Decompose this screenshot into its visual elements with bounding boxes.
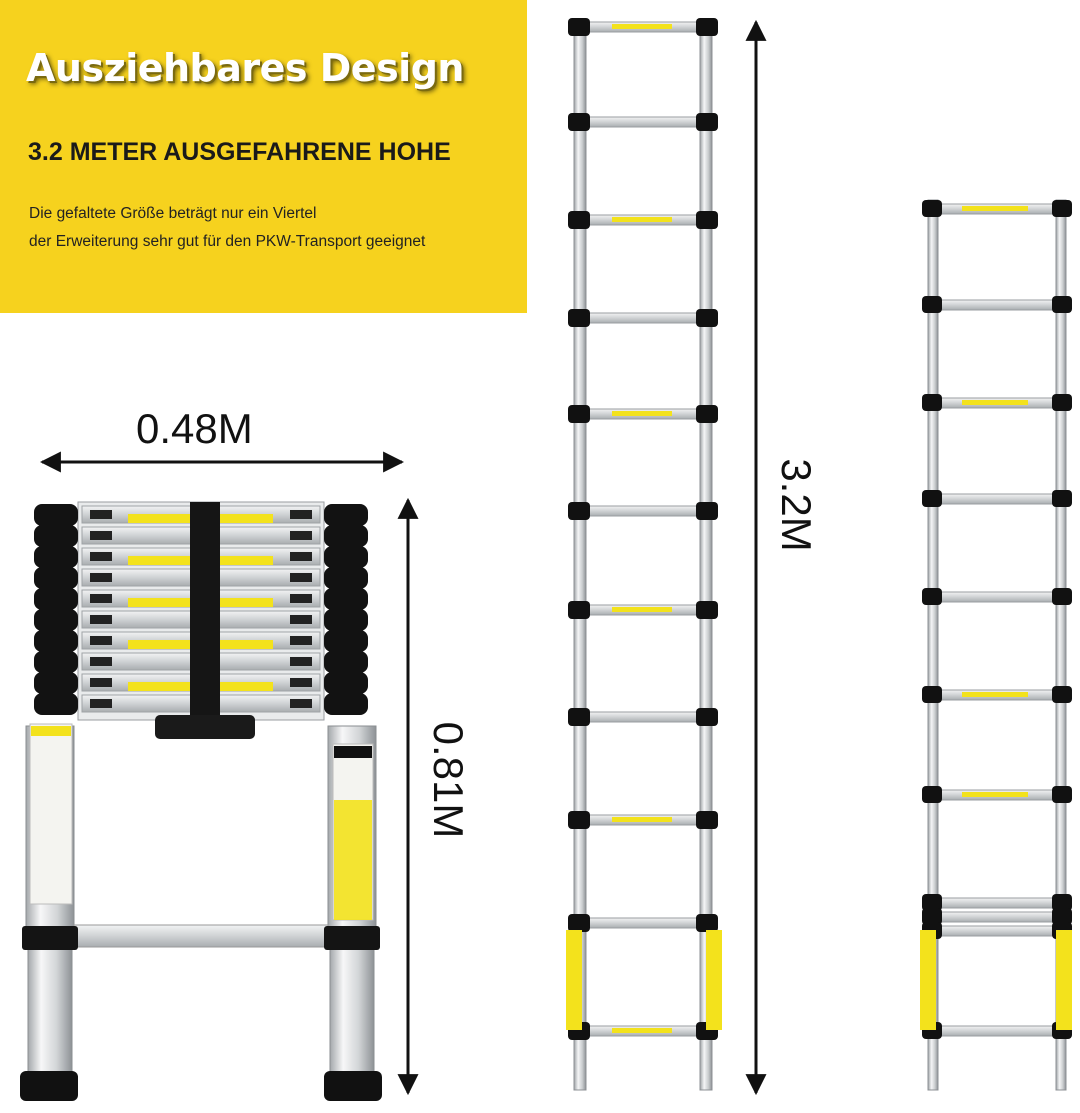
- rung-label: [962, 206, 1028, 211]
- half-rung: [936, 300, 1058, 310]
- extended-ladder: [566, 18, 722, 1090]
- extended-height-label: 3.2M: [773, 458, 820, 552]
- rung-clamp: [922, 296, 942, 313]
- rail-cap: [34, 588, 78, 610]
- rail-cap: [34, 630, 78, 652]
- rung-clamp: [922, 490, 942, 507]
- subheadline: 3.2 METER AUSGEFAHRENE HOHE: [28, 138, 451, 166]
- description-line-2: der Erweiterung sehr gut für den PKW-Transport geeignet: [29, 233, 426, 250]
- extended-rung: [584, 506, 702, 516]
- rung-slot: [90, 657, 112, 666]
- rung-clamp: [922, 200, 942, 217]
- half-rung: [936, 494, 1058, 504]
- rung-slot: [90, 678, 112, 687]
- rung-clamp: [696, 502, 718, 520]
- rung-slot: [290, 552, 312, 561]
- rung-clamp: [696, 405, 718, 423]
- headline: Ausziehbares Design: [26, 46, 464, 90]
- rail-cap: [324, 567, 368, 589]
- rail-cap: [34, 672, 78, 694]
- rung-slot: [90, 573, 112, 582]
- rail-cap: [34, 546, 78, 568]
- rail-cap: [324, 546, 368, 568]
- rung-label: [612, 607, 672, 612]
- rung-clamp: [696, 708, 718, 726]
- rung-clamp: [1052, 490, 1072, 507]
- rung-clamp: [568, 211, 590, 229]
- rung-clamp: [1052, 296, 1072, 313]
- rung-slot: [290, 531, 312, 540]
- rail-cap: [324, 693, 368, 715]
- half-rung: [936, 1026, 1058, 1036]
- rail-cap: [34, 525, 78, 547]
- rung-clamp: [568, 601, 590, 619]
- rung-slot: [290, 615, 312, 624]
- rung-clamp: [568, 502, 590, 520]
- rung-slot: [290, 678, 312, 687]
- rung-slot: [290, 657, 312, 666]
- folded-width-label: 0.48M: [136, 405, 253, 452]
- rail-cap: [324, 630, 368, 652]
- rung-clamp: [1052, 786, 1072, 803]
- rung-clamp: [922, 786, 942, 803]
- rail-cap: [324, 504, 368, 526]
- rung-slot: [90, 552, 112, 561]
- rung-clamp: [696, 601, 718, 619]
- rung-clamp: [696, 309, 718, 327]
- rung-clamp: [922, 686, 942, 703]
- rung-slot: [90, 531, 112, 540]
- rung-label: [612, 411, 672, 416]
- rung-clamp: [568, 708, 590, 726]
- rung-clamp: [1052, 394, 1072, 411]
- rung-clamp: [568, 811, 590, 829]
- rail-cap: [324, 525, 368, 547]
- rung-label: [962, 792, 1028, 797]
- rail-cap: [34, 567, 78, 589]
- rung-label: [612, 217, 672, 222]
- rung-clamp: [696, 914, 718, 932]
- rung-clamp: [568, 309, 590, 327]
- rung-label: [612, 817, 672, 822]
- rung-slot: [90, 636, 112, 645]
- rail-cap: [324, 588, 368, 610]
- extended-rung: [584, 918, 702, 928]
- rail-cap: [34, 609, 78, 631]
- rail-cap: [34, 693, 78, 715]
- rung-clamp: [696, 18, 718, 36]
- rail-cap: [324, 672, 368, 694]
- rung-clamp: [696, 113, 718, 131]
- half-rung: [936, 926, 1058, 936]
- rung-label: [612, 1028, 672, 1033]
- rung-clamp: [1052, 200, 1072, 217]
- rung-clamp: [568, 18, 590, 36]
- rail-cap: [324, 651, 368, 673]
- rung-slot: [290, 699, 312, 708]
- folded-ladder: [20, 502, 382, 1101]
- rung-slot: [290, 510, 312, 519]
- folded-height-label: 0.81M: [425, 721, 472, 839]
- description-line-1: Die gefaltete Größe beträgt nur ein Viertel: [29, 205, 317, 222]
- rung-clamp: [1052, 686, 1072, 703]
- rail-cap: [324, 609, 368, 631]
- rail-cap: [34, 651, 78, 673]
- rung-label: [962, 400, 1028, 405]
- rung-clamp: [1052, 588, 1072, 605]
- rung-clamp: [568, 113, 590, 131]
- extended-rung: [584, 313, 702, 323]
- rung-slot: [90, 594, 112, 603]
- extended-rung: [584, 712, 702, 722]
- rung-slot: [290, 636, 312, 645]
- rung-slot: [290, 594, 312, 603]
- half-extended-ladder: [920, 200, 1072, 1090]
- half-rung: [936, 898, 1058, 908]
- rung-label: [962, 692, 1028, 697]
- rung-clamp: [568, 914, 590, 932]
- rung-clamp: [696, 811, 718, 829]
- rung-slot: [90, 615, 112, 624]
- rung-clamp: [568, 405, 590, 423]
- rung-clamp: [696, 211, 718, 229]
- rung-clamp: [922, 394, 942, 411]
- rung-slot: [290, 573, 312, 582]
- extended-rung: [584, 117, 702, 127]
- rail-cap: [34, 504, 78, 526]
- rung-label: [612, 24, 672, 29]
- rung-slot: [90, 699, 112, 708]
- half-rung: [936, 912, 1058, 922]
- half-rung: [936, 592, 1058, 602]
- rung-slot: [90, 510, 112, 519]
- rung-clamp: [922, 588, 942, 605]
